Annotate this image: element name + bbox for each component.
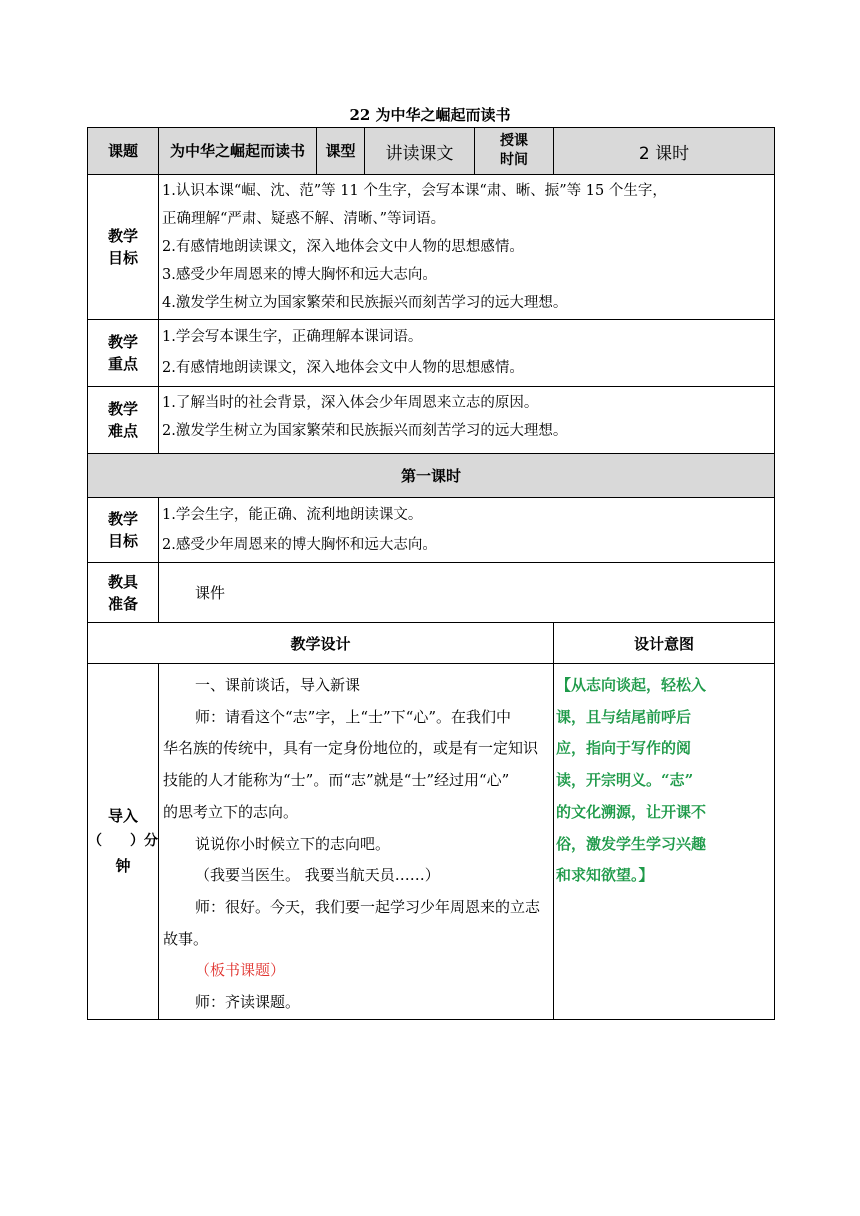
objectives-content bbox=[159, 175, 775, 320]
key-point-line: 2.有感情地朗读课文，深入地体会文中人物的思想感情。 bbox=[162, 360, 524, 376]
difficulty-line: 2.激发学生树立为国家繁荣和民族振兴而刻苦学习的远大理想。 bbox=[162, 423, 568, 439]
objective-line: 2.有感情地朗读课文，深入地体会文中人物的思想感情。 bbox=[162, 239, 524, 255]
objectives-row bbox=[88, 175, 775, 320]
lesson-one-title: 第一课时 bbox=[88, 454, 775, 498]
hours-label-line-2: 时间 bbox=[500, 152, 529, 168]
difficulties-label-line-1: 教学 bbox=[107, 400, 138, 418]
tools-value: 课件 bbox=[159, 563, 775, 623]
lesson-goal-line: 2.感受少年周恩来的博大胸怀和远大志向。 bbox=[162, 537, 437, 553]
difficulties-label-line-2: 难点 bbox=[107, 422, 138, 440]
tools-label-line-2: 准备 bbox=[107, 594, 138, 613]
objective-line: 3.感受少年周恩来的博大胸怀和远大志向。 bbox=[162, 267, 437, 283]
board-title-note: （板书课题） bbox=[195, 961, 286, 980]
tools-row bbox=[88, 563, 775, 623]
intent-line: 应，指向于写作的阅 bbox=[556, 739, 692, 758]
intro-label-line-1: 导入 bbox=[107, 806, 138, 825]
design-line: 师：齐读课题。 bbox=[195, 993, 301, 1012]
difficulties-content bbox=[159, 387, 775, 454]
difficulty-line: 1.了解当时的社会背景，深入体会少年周恩来立志的原因。 bbox=[162, 395, 539, 411]
lesson-goals-label-line-1: 教学 bbox=[107, 510, 138, 528]
intent-line: 和求知欲望。】 bbox=[556, 866, 654, 885]
topic-label: 课题 bbox=[88, 128, 159, 175]
intent-header: 设计意图 bbox=[554, 623, 775, 664]
difficulties-label bbox=[88, 387, 159, 454]
intro-row bbox=[88, 664, 775, 1020]
key-points-label-line-2: 重点 bbox=[107, 355, 138, 373]
lesson-goals-row bbox=[88, 498, 775, 563]
hours-label-line-1: 授课 bbox=[500, 133, 529, 149]
key-points-row bbox=[88, 320, 775, 387]
tools-label-line-1: 教具 bbox=[107, 572, 138, 591]
objective-line: 1.认识本课“崛、沈、范”等 11 个生字，会写本课“肃、晰、振”等 15 个生字， bbox=[162, 183, 667, 199]
key-points-label bbox=[88, 320, 159, 387]
design-line: 说说你小时候立下的志向吧。 bbox=[195, 834, 391, 853]
design-line: 的思考立下的志向。 bbox=[163, 802, 299, 821]
intent-line: 读，开宗明义。“志” bbox=[556, 771, 694, 790]
intro-label-line-2: （ ）分 bbox=[88, 832, 158, 849]
tools-label bbox=[88, 563, 159, 623]
objective-line: 4.激发学生树立为国家繁荣和民族振兴而刻苦学习的远大理想。 bbox=[162, 295, 568, 311]
lesson-one-row bbox=[88, 454, 775, 498]
difficulties-row bbox=[88, 387, 775, 454]
lesson-goals-content bbox=[159, 498, 775, 563]
type-value: 讲读课文 bbox=[365, 128, 475, 175]
intent-line: 俗，激发学生学习兴趣 bbox=[556, 834, 707, 853]
intent-line: 课，且与结尾前呼后 bbox=[556, 707, 692, 726]
intro-label bbox=[88, 664, 159, 1020]
header-row bbox=[88, 128, 775, 175]
intent-line: 的文化溯源，让开课不 bbox=[556, 802, 707, 821]
key-points-content bbox=[159, 320, 775, 387]
hours-value: 2 课时 bbox=[554, 128, 775, 175]
intro-design bbox=[159, 664, 554, 1020]
intro-intent bbox=[554, 664, 775, 1020]
type-label: 课型 bbox=[317, 128, 365, 175]
topic-value: 为中华之崛起而读书 bbox=[159, 128, 317, 175]
design-header-row bbox=[88, 623, 775, 664]
objectives-label bbox=[88, 175, 159, 320]
intro-label-line-3: 钟 bbox=[115, 856, 131, 875]
hours-label bbox=[475, 128, 554, 175]
lesson-plan-table bbox=[87, 127, 775, 1020]
lesson-goals-label bbox=[88, 498, 159, 563]
design-line: 师：很好。今天，我们要一起学习少年周恩来的立志 bbox=[195, 897, 541, 916]
design-line: 技能的人才能称为“士”。而“志”就是“士”经过用“心” bbox=[163, 771, 510, 790]
design-line: 一、课前谈话，导入新课 bbox=[195, 676, 361, 694]
document-title: 22 为中华之崛起而读书 bbox=[349, 106, 511, 124]
key-points-label-line-1: 教学 bbox=[107, 333, 138, 351]
key-point-line: 1.学会写本课生字，正确理解本课词语。 bbox=[162, 329, 423, 345]
objectives-label-line-1: 教学 bbox=[107, 227, 138, 245]
objective-line: 正确理解“严肃、疑惑不解、清晰、”等词语。 bbox=[162, 211, 446, 227]
design-line: 故事。 bbox=[163, 929, 209, 948]
lesson-goal-line: 1.学会生字，能正确、流利地朗读课文。 bbox=[162, 507, 423, 523]
design-line: （我要当医生。 我要当航天员……） bbox=[195, 866, 440, 885]
design-header: 教学设计 bbox=[88, 623, 554, 664]
design-line: 师：请看这个“志”字，上“士”下“心”。在我们中 bbox=[195, 707, 512, 726]
lesson-goals-label-line-2: 目标 bbox=[107, 532, 138, 550]
intent-line: 【从志向谈起，轻松入 bbox=[556, 676, 707, 694]
design-line: 华名族的传统中，具有一定身份地位的，或是有一定知识 bbox=[163, 739, 539, 758]
objectives-label-line-2: 目标 bbox=[107, 249, 138, 267]
